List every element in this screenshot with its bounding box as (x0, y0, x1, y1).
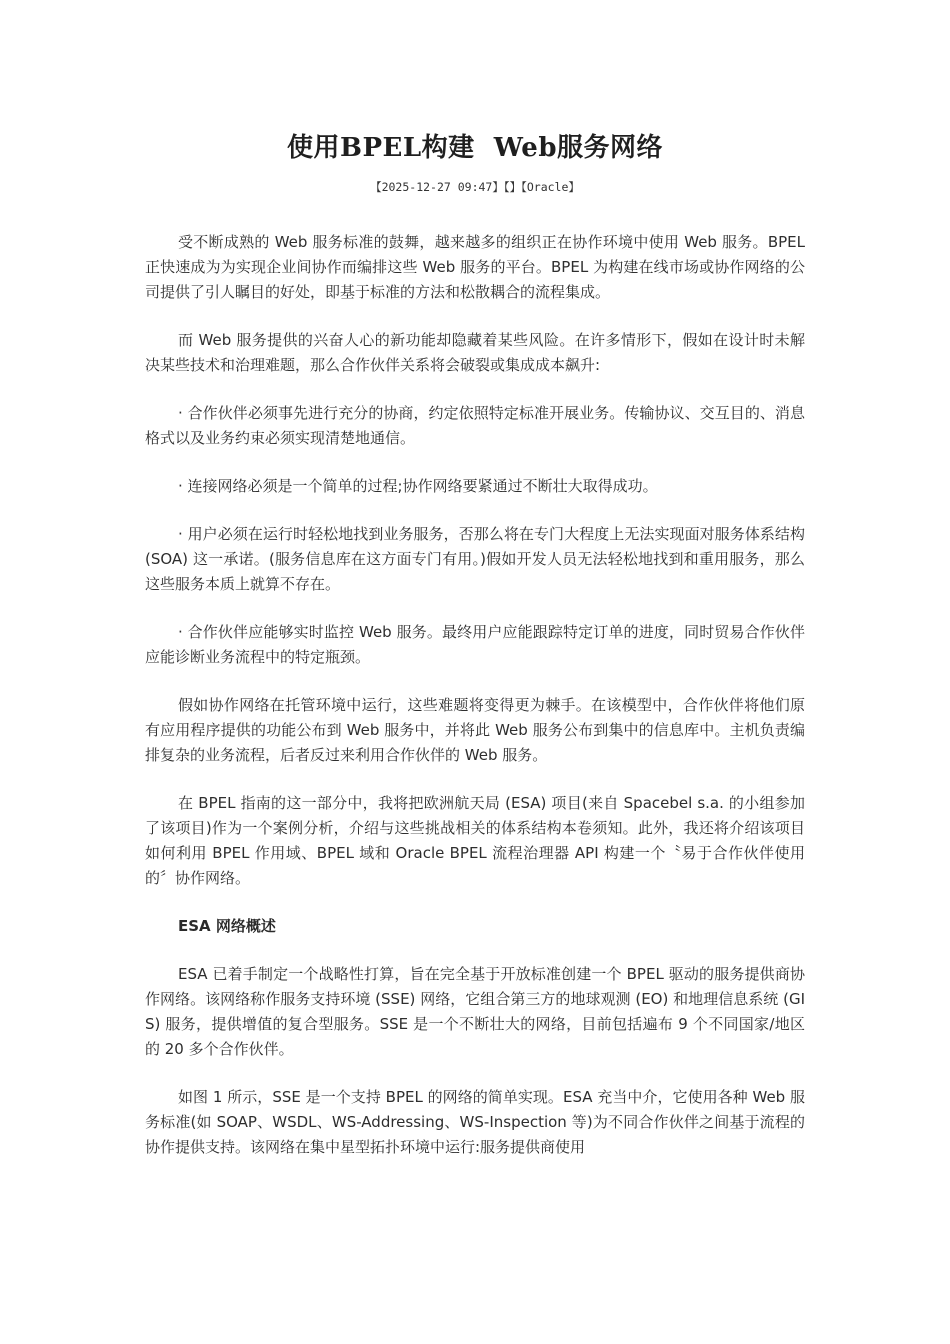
paragraph-intro: 受不断成熟的 Web 服务标准的鼓舞，越来越多的组织正在协作环境中使用 Web 服务。BPEL 正快速成为为实现企业间协作而编排这些 Web 服务的平台。BPEL 为构建在线市场或协作网络的公司提供了引人瞩目的好处，即基于标准的方法和松散耦合的流程集成。 (145, 233, 805, 301)
bullet-negotiation: · 合作伙伴必须事先进行充分的协商，约定依照特定标准开展业务。传输协议、交互目的、消息格式以及业务约束必须实现清楚地通信。 (145, 404, 805, 447)
paragraph-esa-network: ESA 已着手制定一个战略性打算，旨在完全基于开放标准创建一个 BPEL 驱动的服务提供商协作网络。该网络称作服务支持环境 (SSE) 网络，它组合第三方的地球观测 (EO) 和地理信息系统 (GIS) 服务，提供增值的复合型服务。SSE 是一个不断壮大的网络，目前包括遍布 9 个不同国家/地区的 20 多个合作伙伴。 (145, 965, 805, 1058)
document-meta: 【2025-12-27 09:47】【】【Oracle】 (370, 180, 580, 194)
section-heading: ESA 网络概述 (178, 917, 276, 935)
bullet-discovery: · 用户必须在运行时轻松地找到业务服务，否那么将在专门大程度上无法实现面对服务体系结构 (SOA) 这一承诺。(服务信息库在这方面专门有用。)假如开发人员无法轻松地找到和重用服务，那么这些服务本质上就算不存在。 (145, 525, 805, 593)
paragraph-figure-intro: 如图 1 所示，SSE 是一个支持 BPEL 的网络的简单实现。ESA 充当中介，它使用各种 Web 服务标准(如 SOAP、WSDL、WS-Addressing、WS-Inspection 等)为不同合作伙伴之间基于流程的协作提供支持。该网络在集中星型拓扑环境中运行:服务提供商使用 (145, 1088, 805, 1156)
paragraph-case-study: 在 BPEL 指南的这一部分中，我将把欧洲航天局 (ESA) 项目(来自 Spacebel s.a. 的小组参加了该项目)作为一个案例分析，介绍与这些挑战相关的体系结构本卷须知。此外，我还将介绍该项目如何利用 BPEL 作用域、BPEL 域和 Oracle BPEL 流程治理器 API 构建一个〝易于合作伙伴使用的〞协作网络。 (145, 794, 805, 887)
bullet-monitoring: · 合作伙伴应能够实时监控 Web 服务。最终用户应能跟踪特定订单的进度，同时贸易合作伙伴应能诊断业务流程中的特定瓶颈。 (145, 623, 805, 666)
document-title: 使用BPEL构建 Web服务网络 (286, 133, 664, 163)
bullet-joining: · 连接网络必须是一个简单的过程;协作网络要紧通过不断壮大取得成功。 (178, 477, 658, 495)
paragraph-hosted: 假如协作网络在托管环境中运行，这些难题将变得更为棘手。在该模型中，合作伙伴将他们原有应用程序提供的功能公布到 Web 服务中，并将此 Web 服务公布到集中的信息库中。主机负责编排复杂的业务流程，后者反过来利用合作伙伴的 Web 服务。 (145, 696, 805, 764)
paragraph-risks: 而 Web 服务提供的兴奋人心的新功能却隐藏着某些风险。在许多情形下，假如在设计时未解决某些技术和治理难题，那么合作伙伴关系将会破裂或集成成本飙升: (145, 331, 805, 374)
document-body (145, 230, 805, 1183)
